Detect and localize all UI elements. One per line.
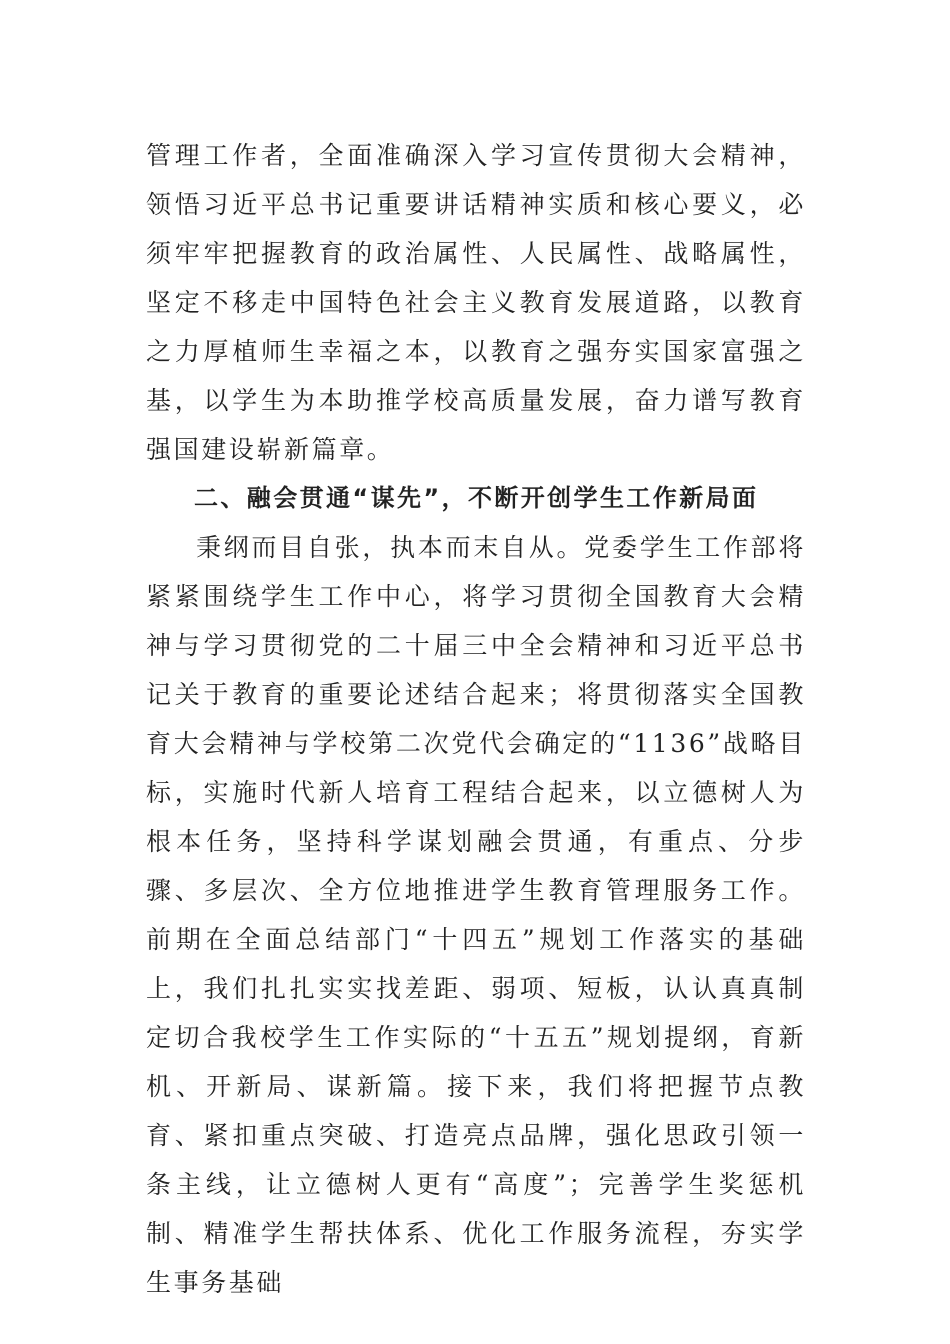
paragraph-body: 秉纲而目自张，执本而末自从。党委学生工作部将紧紧围绕学生工作中心，将学习贯彻全国教育大会精神与学习贯彻党的二十届三中全会精神和习近平总书记关于教育的重要论述结合起来；将贯彻落实全国教育大会精神与学校第二次党代会确定的“1136”战略目标，实施时代新人培育工程结合起来，以立德树人为根本任务，坚持科学谋划融会贯通，有重点、分步骤、多层次、全方位地推进学生教育管理服务工作。前期在全面总结部门“十四五”规划工作落实的基础上，我们扎扎实实找差距、弱项、短板，认认真真制定切合我校学生工作实际的“十五五”规划提纲，育新机、开新局、谋新篇。接下来，我们将把握节点教育、紧扣重点突破、打造亮点品牌，强化思政引领一条主线，让立德树人更有“高度”；完善学生奖惩机制、精准学生帮扶体系、优化工作服务流程，夯实学生事务基础: [146, 533, 806, 1297]
section-heading: 二、融会贯通“谋先”，不断开创学生工作新局面: [194, 484, 759, 512]
paragraph-continued: 管理工作者，全面准确深入学习宣传贯彻大会精神，领悟习近平总书记重要讲话精神实质和核心要义，必须牢牢把握教育的政治属性、人民属性、战略属性，坚定不移走中国特色社会主义教育发展道路，以教育之力厚植师生幸福之本，以教育之强夯实国家富强之基，以学生为本助推学校高质量发展，奋力谱写教育强国建设崭新篇章。: [146, 141, 806, 464]
document-body: [146, 131, 806, 1307]
